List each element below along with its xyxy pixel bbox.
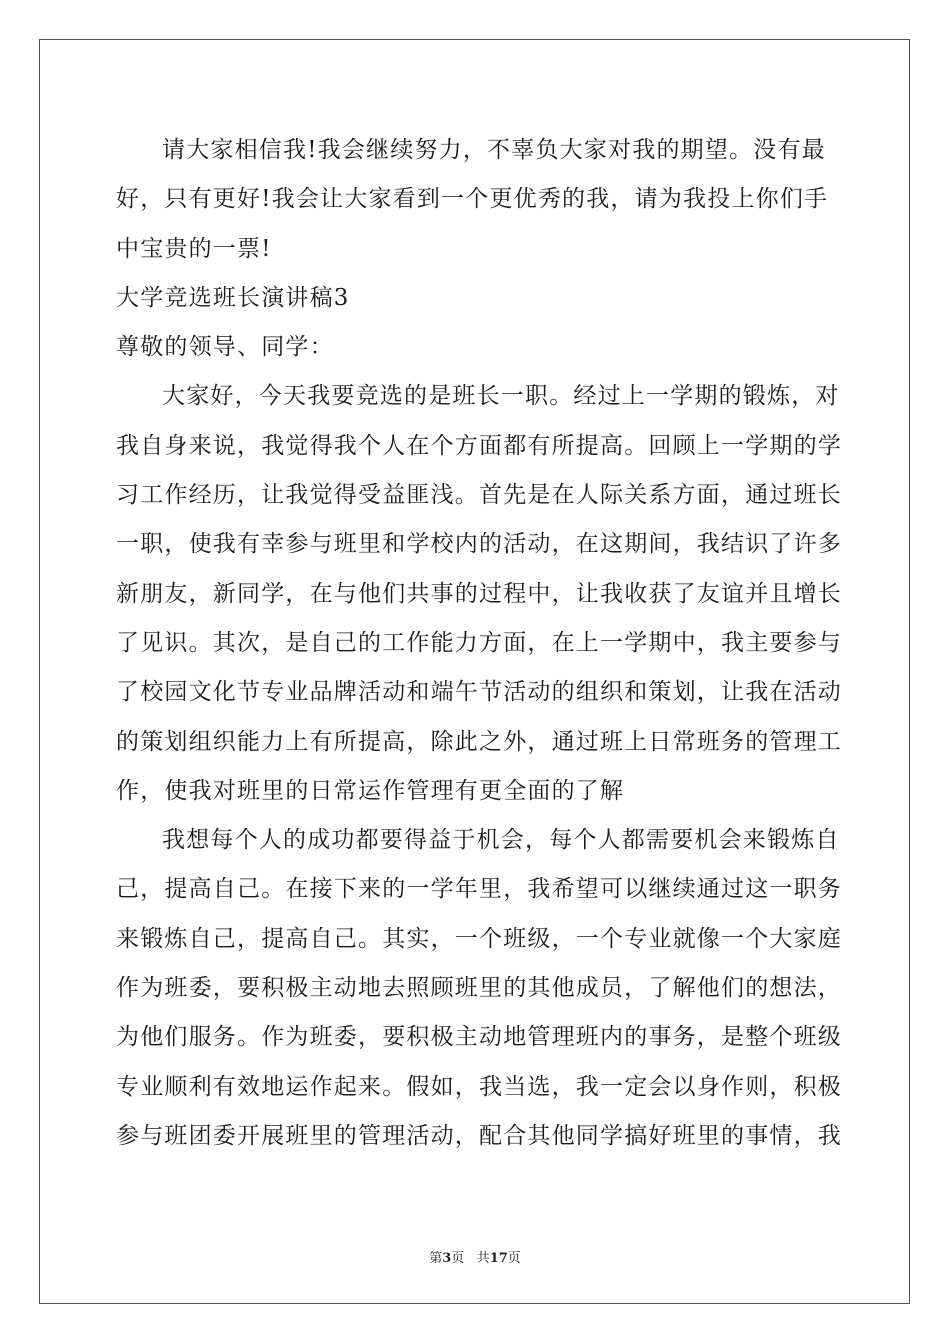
paragraph-line: 作为班委，要积极主动地去照顾班里的其他成员，了解他们的想法， bbox=[116, 975, 842, 1002]
page-suffix: 页 bbox=[451, 1251, 465, 1266]
page-prefix: 第 bbox=[429, 1251, 443, 1266]
total-pages-number: 17 bbox=[489, 1251, 508, 1266]
paragraph-line: 一职，使我有幸参与班里和学校内的活动，在这期间，我结识了许多 bbox=[116, 531, 842, 558]
paragraph-line: 请大家相信我!我会继续努力，不辜负大家对我的期望。没有最 bbox=[162, 137, 826, 163]
paragraph-line: 的策划组织能力上有所提高，除此之外，通过班上日常班务的管理工 bbox=[116, 728, 842, 755]
paragraph-line: 新朋友，新同学，在与他们共事的过程中，让我收获了友谊并且增长 bbox=[116, 580, 842, 607]
document-body bbox=[116, 126, 842, 1161]
paragraph-line: 作，使我对班里的日常运作管理有更全面的了解 bbox=[116, 777, 625, 804]
paragraph-line: 己，提高自己。在接下来的一学年里，我希望可以继续通过这一职务 bbox=[116, 876, 842, 903]
paragraph-line: 了校园文化节专业品牌活动和端午节活动的组织和策划，让我在活动 bbox=[116, 679, 842, 706]
paragraph-line: 专业顺利有效地运作起来。假如，我当选，我一定会以身作则，积极 bbox=[116, 1073, 842, 1100]
paragraph-line: 中宝贵的一票! bbox=[116, 235, 272, 262]
page-current-number: 3 bbox=[442, 1251, 452, 1266]
page-footer bbox=[0, 1247, 950, 1266]
paragraph-line: 我想每个人的成功都要得益于机会，每个人都需要机会来锻炼自 bbox=[162, 827, 840, 854]
paragraph-line: 为他们服务。作为班委，要积极主动地管理班内的事务，是整个班级 bbox=[116, 1024, 842, 1051]
section-heading: 大学竞选班长演讲稿3 bbox=[116, 284, 350, 311]
paragraph-line: 习工作经历，让我觉得受益匪浅。首先是在人际关系方面，通过班长 bbox=[116, 482, 842, 509]
paragraph-line: 参与班团委开展班里的管理活动，配合其他同学搞好班里的事情，我 bbox=[116, 1122, 842, 1149]
paragraph-line: 了见识。其次，是自己的工作能力方面，在上一学期中，我主要参与 bbox=[116, 629, 842, 656]
paragraph-line: 大家好，今天我要竞选的是班长一职。经过上一学期的锻炼，对 bbox=[162, 383, 840, 410]
total-suffix: 页 bbox=[507, 1251, 521, 1266]
salutation: 尊敬的领导、同学： bbox=[116, 334, 334, 361]
total-prefix: 共 bbox=[476, 1251, 490, 1266]
paragraph-line: 我自身来说，我觉得我个人在个方面都有所提高。回顾上一学期的学 bbox=[116, 432, 842, 459]
paragraph-line: 来锻炼自己，提高自己。其实，一个班级，一个专业就像一个大家庭 bbox=[116, 925, 842, 952]
paragraph-line: 好，只有更好!我会让大家看到一个更优秀的我，请为我投上你们手 bbox=[116, 186, 829, 213]
